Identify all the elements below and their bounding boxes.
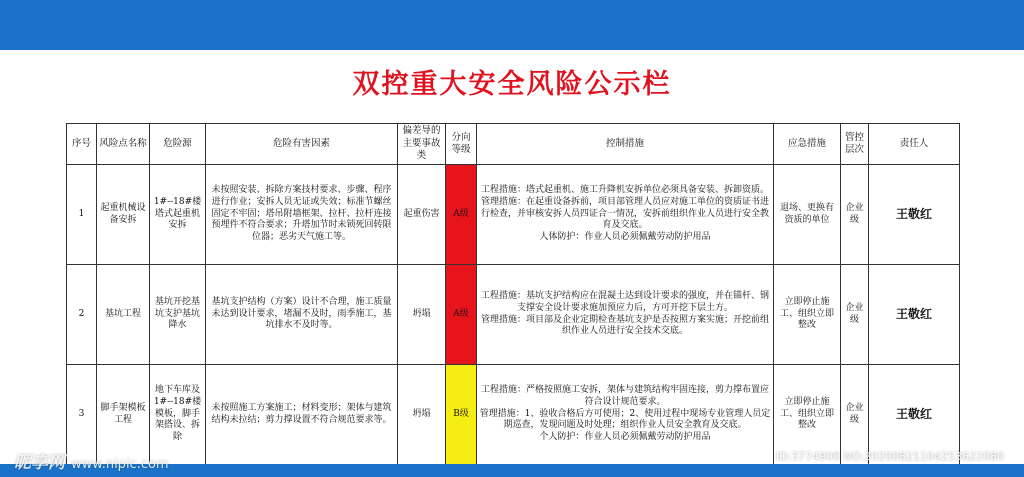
cell-seq: 3 <box>67 365 97 465</box>
cell-control <box>477 365 774 465</box>
header-emergency: 应急措施 <box>774 124 841 165</box>
cell-accident: 坍塌 <box>398 365 446 465</box>
table-row <box>67 165 960 265</box>
cell-factors: 未按照施工方案施工；材料变形；架体与建筑结构未拉结；剪力撑设置不符合规范要求等。 <box>206 365 398 465</box>
cell-risk-name: 基坑工程 <box>97 265 150 365</box>
header-factors: 危险有害因素 <box>206 124 398 165</box>
cell-risk-name: 脚手架模板工程 <box>97 365 150 465</box>
cell-seq: 2 <box>67 265 97 365</box>
control-management: 管理措施：在起重设备拆前，项目部管理人员应对施工单位的资质证书进行检查，并审核安拆人员四证合一情况，安拆前组织作业人员进行安全教育及交底。 <box>480 196 769 231</box>
page-title: 双控重大安全风险公示栏 <box>352 69 672 100</box>
cell-factors: 未按照安装、拆除方案技村要求、步骤、程序进行作业；安拆人员无证或失效；标准节螺丝固定不牢固；塔吊附墙框架、拉杆、拉杆连接预埋件不符合要求；升塔加节时未锁死回转限位器；恶劣天气施工等。 <box>206 165 398 265</box>
cell-accident: 起重伤害 <box>398 165 446 265</box>
control-engineering: 工程措施：塔式起重机、施工升降机安拆单位必须具备安装、拆卸资质。 <box>480 185 769 196</box>
cell-emergency: 立即停止施工、组织立即整改 <box>774 265 841 365</box>
watermark-brand <box>14 448 169 473</box>
cell-grade-b: B级 <box>446 365 477 465</box>
control-management: 管理措施：项目部及企业定期检查基坑支护是否按照方案实施；开挖前组织作业人员进行安全技术交底。 <box>480 314 769 337</box>
cell-owner: 王敬红 <box>869 365 960 465</box>
header-level: 管控层次 <box>841 124 869 165</box>
header-grade: 分向等级 <box>446 124 477 165</box>
cell-factors: 基坑支护结构（方案）设计不合理，施工质量未达到设计要求，堵漏不及时，雨季施工，基坑排水不及时等。 <box>206 265 398 365</box>
header-seq: 序号 <box>67 124 97 165</box>
cell-emergency: 退场、更换有资质的单位 <box>774 165 841 265</box>
control-management: 管理措施：1、验收合格后方可使用；2、使用过程中现场专业管理人员定期巡查，发现问题及时处理；组织作业人员安全教育及交底。 <box>479 408 771 431</box>
cell-level: 企业级 <box>841 165 869 265</box>
cell-control <box>477 165 774 265</box>
control-protection: 个人防护：作业人员必须佩戴劳动防护用品 <box>539 432 711 443</box>
cell-risk-name: 起重机械设备安拆 <box>97 165 150 265</box>
watermark-id: ID:3774900 NO:20200821104253622080 <box>775 450 1004 463</box>
control-engineering: 工程措施：严格按照施工安拆，架体与建筑结构牢固连接，剪力撑布置应符合设计规范要求。 <box>480 385 769 407</box>
cell-owner: 王敬红 <box>869 165 960 265</box>
cell-owner: 王敬红 <box>869 265 960 365</box>
cell-level: 企业级 <box>841 265 869 365</box>
table-header-row <box>67 124 960 165</box>
cell-control <box>477 265 774 365</box>
cell-hazard: 基坑开挖基坑支护基坑降水 <box>150 265 206 365</box>
header-owner: 责任人 <box>869 124 960 165</box>
control-engineering: 工程措施：基坑支护结构应在混凝土达到设计要求的强度，并在锚杆、钢支撑安全设计要求施加预应力后，方可开挖下层土方。 <box>480 291 769 313</box>
watermark-brand-name: 昵享网 <box>14 453 65 473</box>
header-risk-name: 风险点名称 <box>97 124 150 165</box>
cell-grade-a: A级 <box>446 265 477 365</box>
cell-hazard: 地下车库及1#--18#楼模板，脚手架搭设、拆除 <box>150 365 206 465</box>
risk-table <box>66 123 960 465</box>
header-control: 控制措施 <box>477 124 774 165</box>
cell-seq: 1 <box>67 165 97 265</box>
watermark-url: www.nipic.com <box>71 457 169 472</box>
top-blue-band <box>0 0 1024 50</box>
cell-hazard: 1#--18#楼塔式起重机安拆 <box>150 165 206 265</box>
cell-level: 企业级 <box>841 365 869 465</box>
header-hazard: 危险源 <box>150 124 206 165</box>
cell-accident: 坍塌 <box>398 265 446 365</box>
cell-grade-a: A级 <box>446 165 477 265</box>
header-accident: 偏差导的主要事故类 <box>398 124 446 165</box>
control-protection: 人体防护：作业人员必须佩戴劳动防护用品 <box>539 232 711 243</box>
cell-emergency: 立即停止施工、组织立即整改 <box>774 365 841 465</box>
table-row <box>67 265 960 365</box>
